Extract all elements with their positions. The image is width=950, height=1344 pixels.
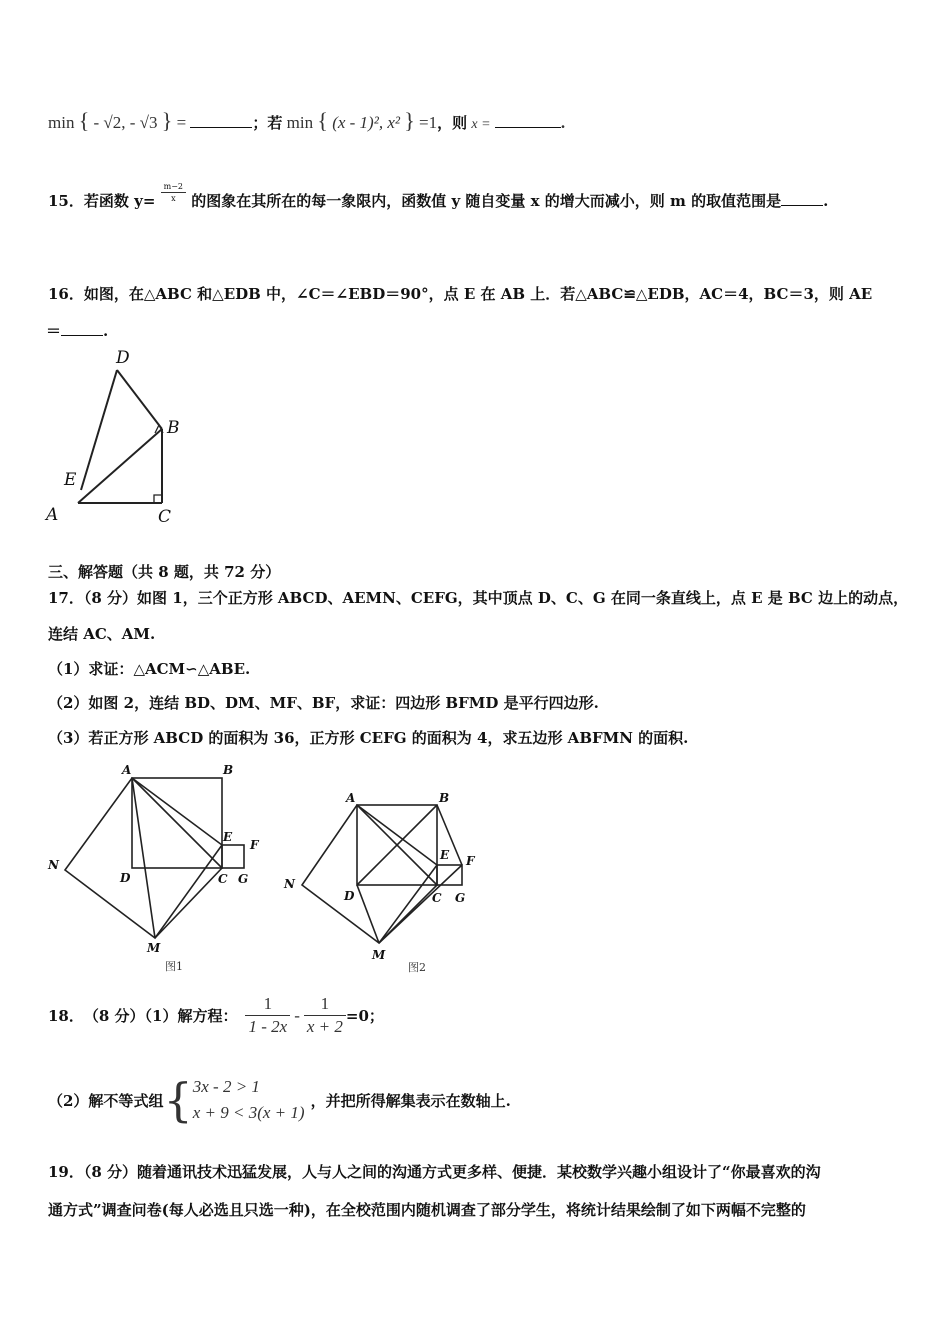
q15-end: . — [823, 192, 829, 210]
q18-brace: { — [163, 1073, 193, 1127]
fig1-label-N: N — [48, 858, 59, 872]
q16-text: 如图，在△ABC 和△EDB 中，∠C＝∠EBD＝90°，点 E 在 AB 上．若△ABC≌△EDB，AC＝4，BC＝3，则 AE — [83, 285, 873, 303]
conditional-word: ；若 — [252, 116, 283, 132]
label-E: E — [64, 470, 77, 490]
min-word: min — [48, 113, 75, 132]
q17-part-2: （2）如图 2，连结 BD、DM、MF、BF，求证：四边形 BFMD 是平行四边形. — [48, 694, 599, 712]
fig2-label-G: G — [455, 891, 466, 905]
q18-inequality-1: 3x - 2 > 1 — [192, 1077, 260, 1096]
then-word: ，则 — [437, 116, 468, 132]
q18-part1-prefix: （8 分）（1）解方程： — [83, 1007, 238, 1025]
q19-number: 19． — [48, 1163, 84, 1181]
q18-number: 18． — [48, 1007, 84, 1025]
q19-line-2: 通方式”调查问卷(每人必选且只选一种)，在全校范围内随机调查了部分学生，将统计结果绘制了如下两幅不完整的 — [48, 1201, 806, 1219]
min-word-2: min — [286, 113, 314, 132]
line-end: . — [560, 113, 566, 132]
q17-number: 17． — [48, 589, 84, 607]
q17-figure-1 — [40, 755, 280, 980]
fig1-caption: 图1 — [165, 960, 183, 973]
q17-line-2: 连结 AC、AM. — [48, 625, 156, 643]
min-arg-1: - √2, - √3 — [93, 113, 158, 132]
q16-triangle-figure — [40, 345, 190, 530]
label-A: A — [46, 505, 59, 525]
x-equals: x = — [471, 117, 491, 132]
q19-line1: （8 分）随着通讯技术迅猛发展，人与人之间的沟通方式更多样、便捷．某校数学兴趣小组设计了“你最喜欢的沟 — [83, 1163, 821, 1181]
fig1-label-A: A — [122, 763, 132, 777]
fig2-label-B: B — [439, 791, 450, 805]
q18-part2-suffix: ，并把所得解集表示在数轴上. — [310, 1091, 511, 1110]
question-17-line-1 — [48, 587, 908, 608]
label-D: D — [116, 348, 130, 368]
question-19-line-1 — [48, 1161, 821, 1182]
question-16 — [48, 283, 872, 304]
question-15 — [48, 181, 829, 214]
section-3-title: 三、解答题（共 8 题，共 72 分） — [48, 563, 281, 581]
q16-equals: ＝ — [46, 322, 62, 340]
fig1-label-C: C — [218, 872, 228, 886]
fig1-label-G: G — [238, 872, 249, 886]
answer-blank-2 — [495, 126, 561, 128]
q17-line1: （8 分）如图 1，三个正方形 ABCD、AEMN、CEFG，其中顶点 D、C、G 在同一条直线上，点 E 是 BC 边上的动点， — [83, 589, 909, 607]
q18-inequality-2: x + 9 < 3(x + 1) — [192, 1103, 305, 1122]
fig2-label-F: F — [466, 854, 475, 868]
q17-part-1: （1）求证：△ACM∽△ABE. — [48, 660, 251, 678]
q18-fraction-1: $\frac{1}{1 - 2x}$ — [245, 993, 290, 1038]
q16-line-2 — [46, 320, 108, 341]
min-expression-line: min { - √2, - √3 } = ；若 min { (x - 1)², x² } =1，则 x = . — [48, 108, 566, 133]
q18-part1-suffix: =0； — [345, 1007, 384, 1025]
q16-number: 16． — [48, 285, 84, 303]
fig2-label-E: E — [440, 848, 450, 862]
min-arg-2: (x - 1)², x² — [332, 113, 400, 132]
fig1-label-E: E — [223, 830, 233, 844]
fig1-label-B: B — [223, 763, 234, 777]
q15-text: 的图象在其所在的每一象限内，函数值 y 随自变量 x 的增大而减小，则 m 的取值范围是 — [191, 192, 782, 210]
fig2-label-A: A — [346, 791, 356, 805]
fig2-label-N: N — [284, 877, 295, 891]
q15-prefix: 若函数 y= — [83, 192, 156, 210]
q18-fraction-2: $\frac{1}{x + 2}$ — [304, 993, 346, 1038]
q16-end: . — [103, 322, 109, 340]
question-18-part-1 — [48, 993, 384, 1038]
fig2-label-M: M — [372, 948, 386, 962]
q18-inequality-system — [193, 1074, 305, 1126]
fig1-label-D: D — [120, 871, 131, 885]
fig2-label-D: D — [344, 889, 355, 903]
label-B: B — [167, 418, 180, 438]
question-18-part-2 — [48, 1074, 511, 1126]
q18-minus: - — [294, 1005, 300, 1025]
answer-blank-1 — [190, 126, 252, 128]
fig2-label-C: C — [432, 891, 442, 905]
q15-answer-blank — [781, 204, 823, 206]
equals-one: =1 — [419, 113, 438, 132]
q17-part-3: （3）若正方形 ABCD 的面积为 36，正方形 CEFG 的面积为 4，求五边形 ABFMN 的面积. — [48, 729, 689, 747]
fig2-caption: 图2 — [408, 961, 426, 974]
fig1-label-F: F — [250, 838, 259, 852]
label-C: C — [158, 507, 172, 527]
q15-number: 15． — [48, 192, 84, 210]
q17-figure-2 — [282, 785, 492, 980]
q15-fraction: $\frac{m-2}{x}$ — [161, 181, 186, 204]
fig1-label-M: M — [147, 941, 161, 955]
q18-part2-prefix: （2）解不等式组 — [48, 1091, 164, 1110]
q16-answer-blank — [61, 334, 103, 336]
equals-sign: = — [176, 113, 187, 132]
